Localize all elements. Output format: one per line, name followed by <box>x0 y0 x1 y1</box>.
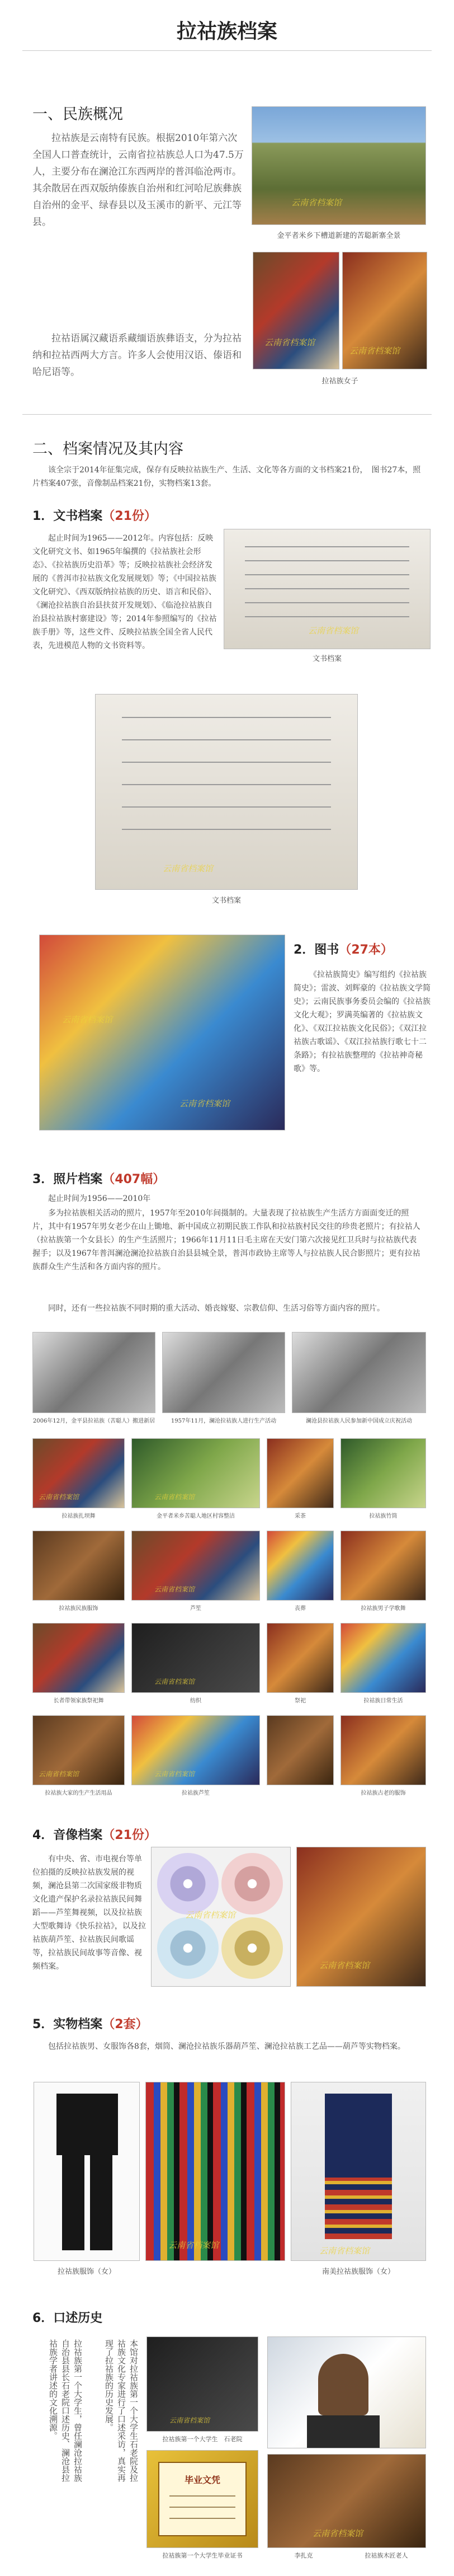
archives-intro: 该全宗于2014年征集完成，保存有反映拉祜族生产、生活、文化等各方面的文书档案21份， 图书27本，照片档案407张，音像制品档案21份，实物档案13套。 <box>32 466 421 488</box>
watermark: 云南省档案馆 <box>185 1910 236 1920</box>
archive-photo-caption-10: 丧葬 <box>295 1606 306 1612</box>
section-heading-overview: 一、民族概况 <box>32 106 123 123</box>
archive-photo-5 <box>131 1438 260 1508</box>
overview-paragraph: 拉祜族是云南特有民族。根据2010年第六次全国人口普查统计，云南省拉祜族总人口为47.5万人，主要分布在澜沧江东西两岸的普洱临沧两市。其余散居在西双版纳傣族自治州和红河哈尼族彝族自治州的金平、绿春县以及玉溪市的新平、元江等县。 <box>32 133 244 228</box>
archive-photo-14 <box>267 1623 334 1693</box>
archive-photo-caption-7: 拉祜族竹筒 <box>369 1513 398 1519</box>
watermark: 云南省档案馆 <box>168 2240 219 2250</box>
lahu-woman-photo-1 <box>253 252 339 369</box>
oral-history-vertical-text-1: 拉祜族第一个大学生，曾任澜沧拉祜族自治县县长石老院口述历史、澜沧县拉祜族学者讲述的文化溯源。 <box>48 2339 83 2482</box>
objects-heading-label: 5．实物档案 <box>32 2017 103 2031</box>
watermark: 云南省档案馆 <box>39 1493 79 1501</box>
archive-photo-9 <box>131 1531 260 1601</box>
media-paragraph: 有中央、省、市电视台等单位拍摄的反映拉祜族发展的视频，澜沧县第二次国家级非物质文化遗产保护名录拉祜族民间舞蹈——芦笙舞视频，以及拉祜族大型歌舞诗《快乐拉祜》，以及拉祜族葫芦笙、拉祜族民间歌谣等，拉祜族民间故事等音像、视频档案。 <box>32 1855 146 1971</box>
watermark: 云南省档案馆 <box>154 1493 195 1501</box>
photos-heading <box>32 1170 165 1187</box>
watermark: 云南省档案馆 <box>154 1770 195 1778</box>
archive-photo-caption-1: 2006年12月，金平县拉祜族（苦聪人）搬进新居 <box>32 1418 155 1424</box>
archive-photo-8 <box>32 1531 125 1601</box>
archive-photo-caption-12: 长者带领家族祭祀舞 <box>53 1698 104 1704</box>
portrait-photo-2 <box>267 2454 426 2548</box>
archive-photo-caption-11: 拉祜族男子学歌舞 <box>361 1606 406 1612</box>
archive-photo-17 <box>131 1715 260 1785</box>
documents-count: （21份） <box>102 509 157 523</box>
textile-photo <box>145 2082 285 2261</box>
oral-history-heading: 6．口述历史 <box>32 2311 103 2325</box>
archive-photo-caption-9: 芦笙 <box>190 1606 201 1612</box>
books-count: （27本） <box>339 943 393 957</box>
archive-photo-16 <box>32 1715 125 1785</box>
archive-photo-caption-15: 拉祜族日常生活 <box>363 1698 403 1704</box>
costume-caption-2: 南美拉祜族服饰（女） <box>321 2268 395 2276</box>
documents-heading <box>32 506 157 524</box>
archive-photo-caption-5: 金平者米乡苦聪人地区村容整洁 <box>157 1513 235 1519</box>
archive-photo-13 <box>131 1623 260 1693</box>
interview-caption: 拉祜族第一个大学生 石老院 <box>162 2436 243 2443</box>
archive-photo-caption-17: 拉祜族芦笙 <box>182 1790 210 1796</box>
watermark: 云南省档案馆 <box>319 1960 370 1970</box>
watermark: 云南省档案馆 <box>39 1770 79 1778</box>
photos-paragraph-2: 同时，还有一些拉祜族不同时期的重大活动、婚丧嫁娶、宗教信仰、生活习俗等方面内容的照片。 <box>48 1304 385 1313</box>
media-heading <box>32 1826 157 1843</box>
archive-photo-7 <box>340 1438 426 1508</box>
language-paragraph: 拉祜语属汉藏语系藏缅语族彝语支，分为拉祜纳和拉祜西两大方言。许多人会使用汉语、傣语和哈尼语等。 <box>32 333 242 378</box>
archive-photo-caption-6: 采茶 <box>295 1513 306 1519</box>
media-count: （21份） <box>102 1828 157 1842</box>
oral-history-vertical-text-2: 本馆对拉祜族第一个大学生石老院及拉祜族文化专家进行了口述采访，真实再现了拉祜族的历史发展。 <box>104 2339 139 2482</box>
photos-range: 起止时间为1956——2010年 <box>48 1194 151 1203</box>
documents-photo-2 <box>95 694 358 890</box>
section-divider <box>22 414 432 415</box>
archive-photo-caption-2: 1957年11月，澜沧拉祜族人进行生产活动 <box>171 1418 277 1424</box>
documents-caption-1: 文书档案 <box>312 655 342 663</box>
watermark: 云南省档案馆 <box>154 1585 195 1593</box>
watermark: 云南省档案馆 <box>163 864 214 874</box>
archive-photo-caption-14: 祭祀 <box>295 1698 306 1704</box>
archive-photo-15 <box>340 1623 426 1693</box>
archive-photo-3 <box>292 1332 426 1413</box>
archive-photo-caption-3: 澜沧县拉祜族人民参加新中国成立庆祝活动 <box>306 1418 412 1424</box>
costume-photo-2 <box>291 2082 426 2261</box>
photos-paragraph: 多为拉祜族相关活动的照片，1957年至2010年间摄制的。大量表现了拉祜族生产生活方方面面变迁的照片，其中有1957年男女老少在山上锄地、新中国成立初期民族工作队和拉祜族村民交往的珍贵老照片；有拉祜人（拉祜族第一个女县长）的生产生活照片；1966年11月11日毛主席在天安门第六次接见红卫兵时与拉祜族代表握手；以及1967年普洱澜沧澜沧拉祜族自治县县城全景，普洱市政协主席等人与拉祜族人民合影照片；更有拉祜族群众生产生活和各方面内容的照片。 <box>32 1209 420 1271</box>
archive-photo-4 <box>32 1438 125 1508</box>
books-paragraph: 《拉祜族简史》编写组约《拉祜族简史》；雷波、刘辉豪的《拉祜族文学简史》；云南民族事务委员会编的《拉祜族文化大观》；罗满英编著的《拉祜族文化》、《双江拉祜族文化民俗》；《双江拉祜族古歌谣》、《双江拉祜族行歌七十二条路》；有拉祜族整理的《拉祜神奇秘歌》等。 <box>294 970 431 1073</box>
archive-photo-10 <box>267 1531 334 1601</box>
archive-photo-caption-4: 拉祜族扎坝舞 <box>62 1513 96 1519</box>
archive-photo-12 <box>32 1623 125 1693</box>
objects-count: （2套） <box>102 2017 148 2031</box>
watermark: 云南省档案馆 <box>169 2417 210 2424</box>
portrait-caption-1: 李扎克 <box>294 2552 313 2559</box>
watermark: 云南省档案馆 <box>313 2528 363 2539</box>
watermark: 云南省档案馆 <box>308 626 359 636</box>
archive-photo-1 <box>32 1332 155 1413</box>
archive-photo-2 <box>162 1332 285 1413</box>
documents-caption-2: 文书档案 <box>211 897 241 905</box>
page-title: 拉祜族档案 <box>176 20 277 43</box>
media-discs-photo <box>151 1847 291 1987</box>
archive-photo-caption-18: 拉祜族古老的服饰 <box>361 1790 406 1796</box>
photos-count: （407幅） <box>102 1172 165 1186</box>
title-divider <box>22 50 432 51</box>
documents-photo <box>224 529 431 649</box>
village-panorama-photo <box>252 106 426 225</box>
watermark: 云南省档案馆 <box>179 1099 230 1109</box>
diploma-title: 毕业文凭 <box>184 2475 220 2485</box>
objects-paragraph: 包括拉祜族男、女服饰各8套，烟筒、澜沧拉祜族乐器葫芦笙、澜沧拉祜族工艺品——葫芦等实物档案。 <box>48 2042 405 2051</box>
books-heading <box>294 940 393 958</box>
interview-photo <box>146 2336 258 2432</box>
archive-photo-caption-13: 纺织 <box>190 1698 201 1704</box>
media-heading-label: 4．音像档案 <box>32 1828 103 1842</box>
lahu-woman-caption: 拉祜族女子 <box>321 377 358 386</box>
watermark: 云南省档案馆 <box>349 346 400 356</box>
archive-photo-11 <box>340 1531 426 1601</box>
watermark: 云南省档案馆 <box>154 1678 195 1686</box>
watermark: 云南省档案馆 <box>291 198 342 208</box>
diploma-photo <box>146 2450 258 2548</box>
archive-photo-18 <box>267 1715 334 1785</box>
village-photo-caption: 金平者米乡下槽道新建的苦聪新寨全景 <box>277 232 401 240</box>
section-heading-archives: 二、档案情况及其内容 <box>32 440 183 458</box>
costume-caption-1: 拉祜族服饰（女） <box>57 2268 116 2276</box>
archive-photo-caption-8: 拉祜族民族服饰 <box>59 1606 98 1612</box>
costume-photo-1 <box>34 2082 140 2261</box>
objects-heading <box>32 2015 148 2032</box>
lahu-woman-photo-2 <box>342 252 427 369</box>
photos-heading-label: 3．照片档案 <box>32 1172 103 1186</box>
watermark: 云南省档案馆 <box>319 2246 370 2256</box>
diploma-caption: 拉祜族第一个大学生毕业证书 <box>162 2552 243 2559</box>
books-photo <box>39 935 285 1130</box>
watermark: 云南省档案馆 <box>62 1015 113 1025</box>
portrait-caption-2: 拉祜族木匠老人 <box>365 2552 408 2559</box>
documents-paragraph: 起止时间为1965——2012年。内容包括：反映文化研究文书、如1965年编撰的《拉祜族社会形态》、《拉祜族历史沿革》等；反映拉祜族社会经济发展的《普洱市拉祜族文化发展规划》等；《中国拉祜族文化研究》、《西双版纳拉祜族的历史、语言和民俗》、《澜沧拉祜族自治县扶贫开发规划》、《临沧拉祜族自治县拉祜族村寨建设》等；2014年参照编写的《拉祜族手册》等，这些文件、反映拉祜族全国全省人民代表，先进模范人物的文书资料等。 <box>32 534 217 650</box>
portrait-photo-1 <box>267 2336 426 2448</box>
books-heading-label: 2．图书 <box>294 943 339 957</box>
archive-photo-19 <box>340 1715 426 1785</box>
archive-photo-6 <box>267 1438 334 1508</box>
documents-heading-label: 1．文书档案 <box>32 509 103 523</box>
archive-photo-caption-16: 拉祜族大家的生产生活用品 <box>45 1790 112 1796</box>
media-cover-photo <box>296 1847 426 1987</box>
watermark: 云南省档案馆 <box>264 337 315 348</box>
